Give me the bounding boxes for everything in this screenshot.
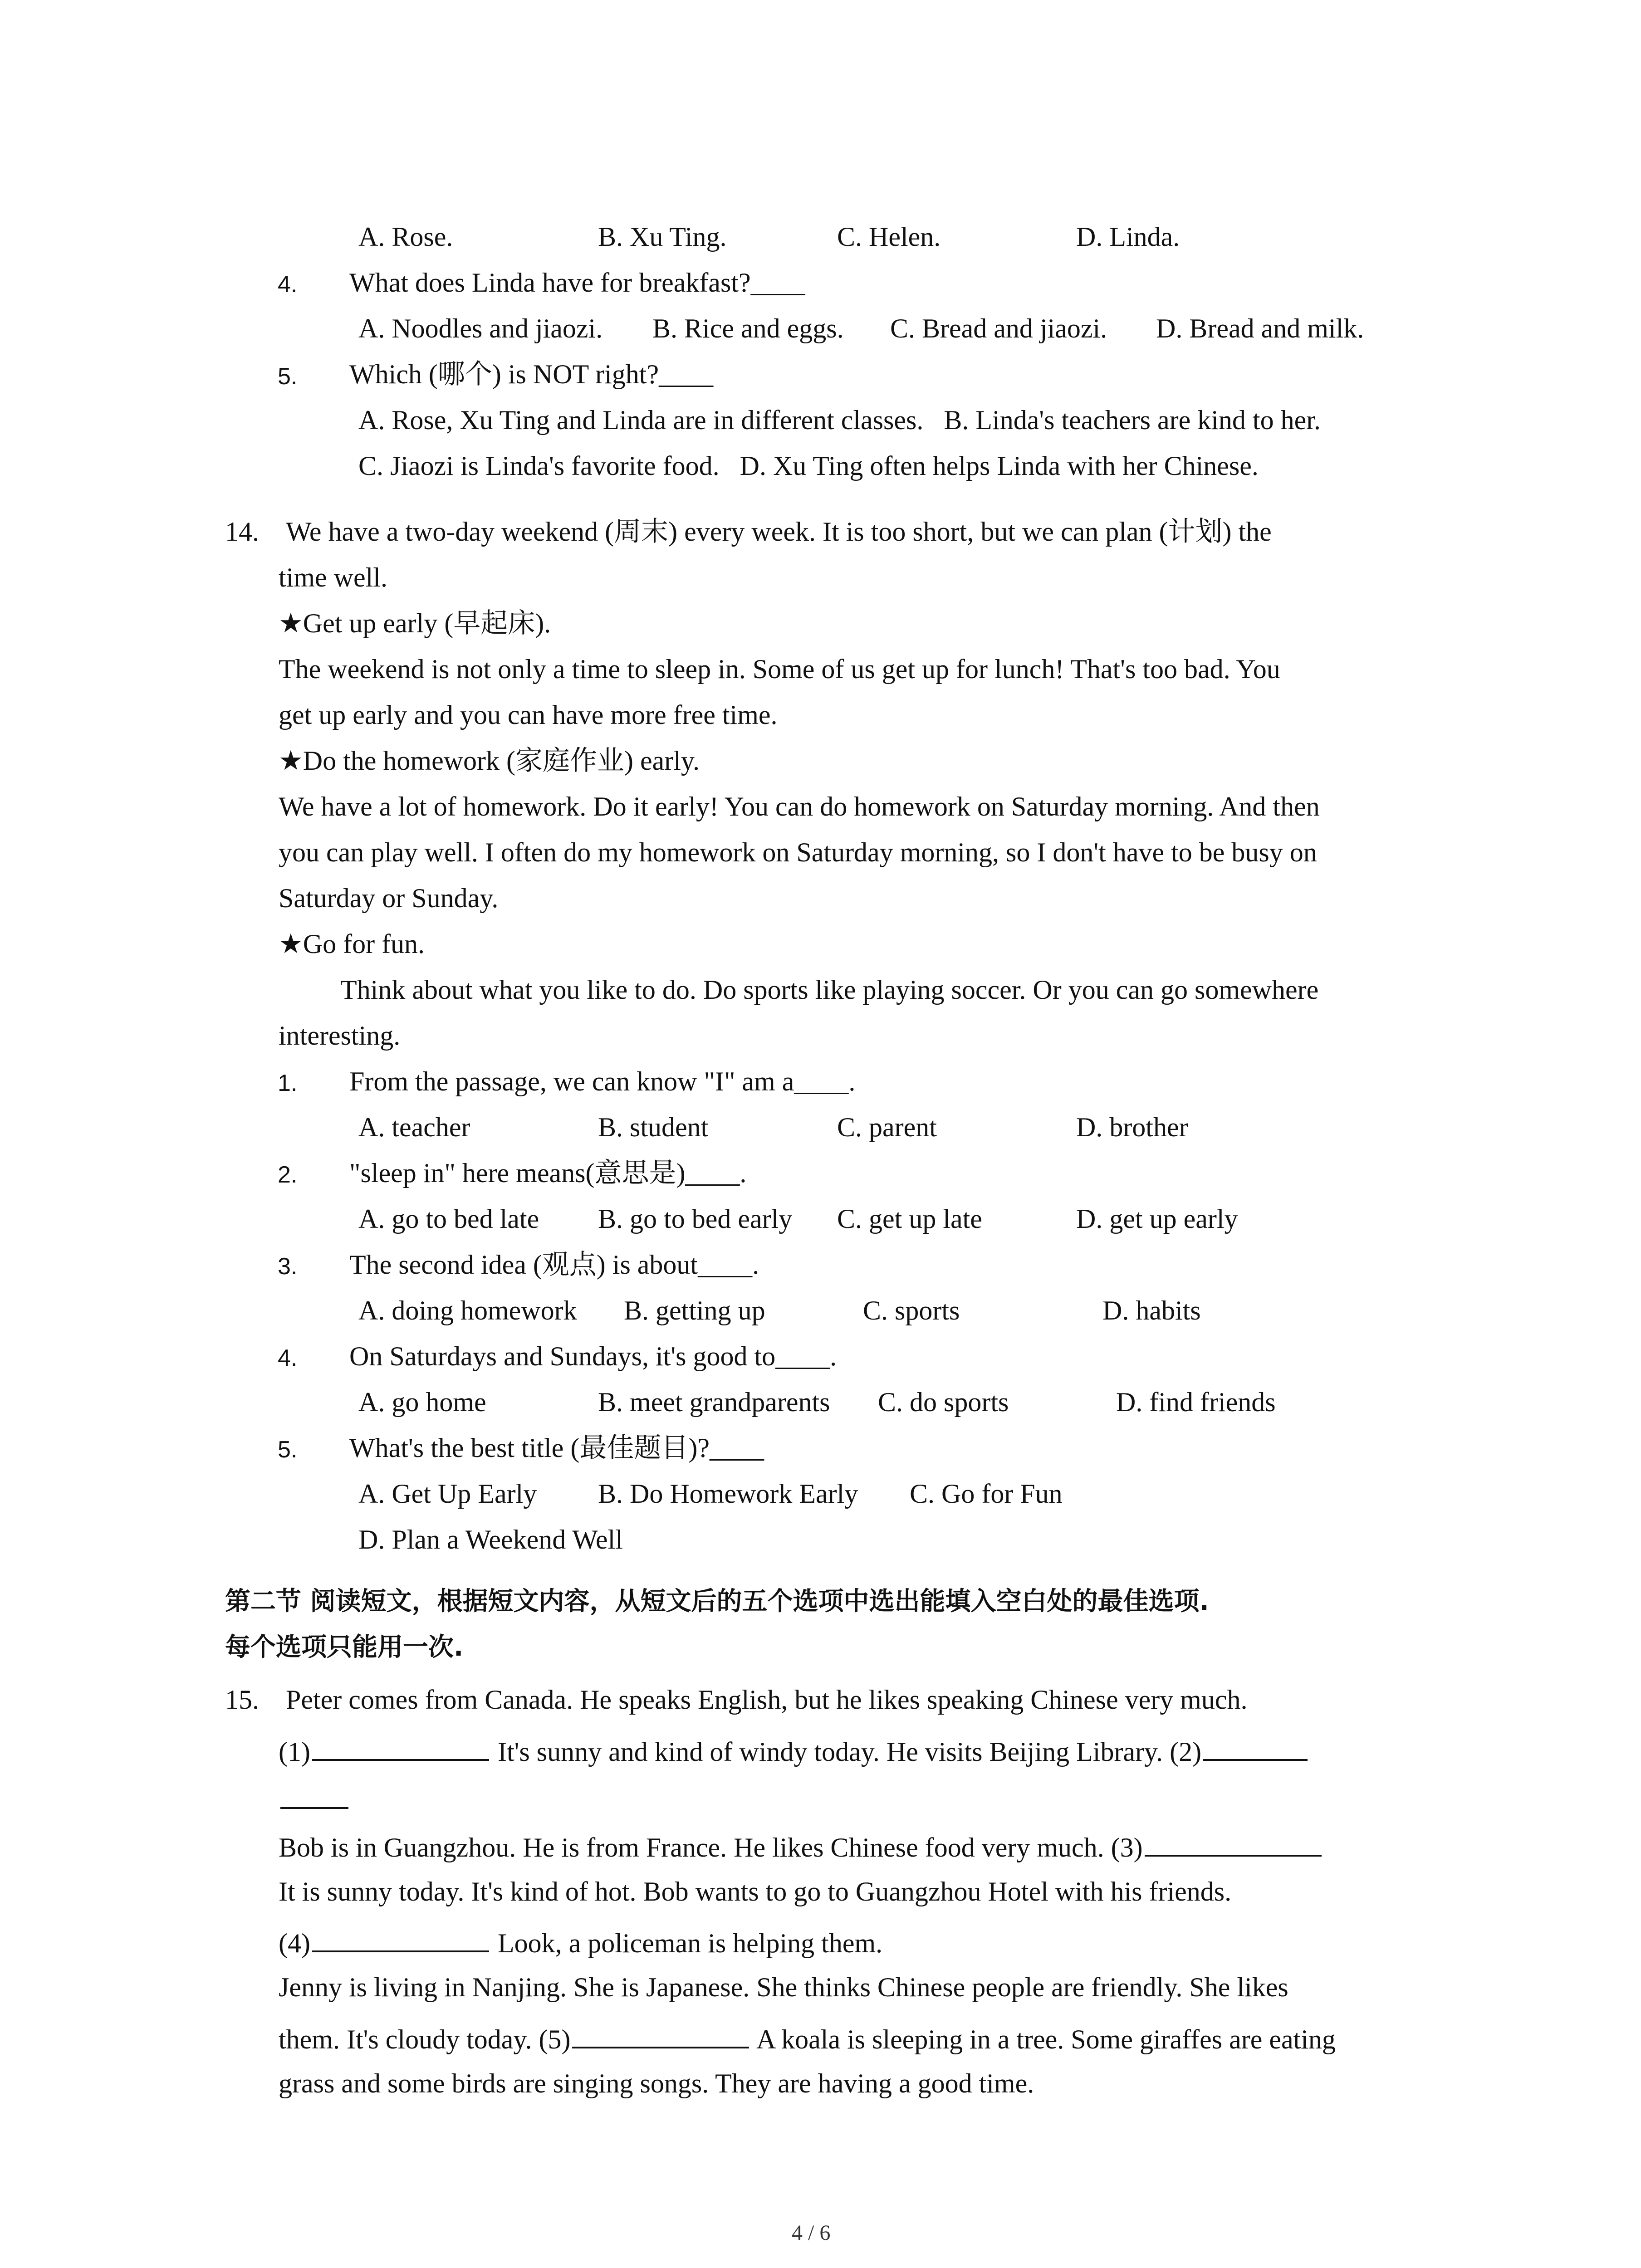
answer-blank-3[interactable] — [1145, 1828, 1322, 1857]
q13-3-option-d: D. Linda. — [1076, 222, 1180, 252]
q14-passage-line: you can play well. I often do my homework on Saturday morning, so I don't have to be busy on — [279, 837, 1317, 867]
q13-5-number: 5. — [278, 363, 298, 390]
q15-passage-line: Peter comes from Canada. He speaks English, but he likes speaking Chinese very much. — [286, 1685, 1248, 1715]
q14-5-text: What's the best title (最佳题目)?____ — [349, 1433, 764, 1463]
q14-passage-line: The weekend is not only a time to sleep in. Some of us get up for lunch! That's too bad. You — [279, 654, 1280, 684]
q15-passage-line: grass and some birds are singing songs. They are having a good time. — [279, 2068, 1034, 2098]
q14-passage-line: ★Get up early (早起床). — [279, 608, 551, 638]
q14-passage-line: We have a two-day weekend (周末) every week. It is too short, but we can plan (计划) the — [286, 517, 1272, 547]
q13-3-option-b: B. Xu Ting. — [598, 222, 727, 252]
q15-passage-line — [279, 1923, 882, 1961]
q13-5-text: Which (哪个) is NOT right?____ — [349, 359, 714, 389]
q14-5-option-a: A. Get Up Early — [358, 1479, 537, 1509]
q14-passage-line: ★Go for fun. — [279, 929, 425, 959]
passage-text: them. It's cloudy today. (5) — [279, 2024, 571, 2054]
q14-2-option-d: D. get up early — [1076, 1204, 1238, 1234]
section-heading: 第二节 阅读短文，根据短文内容，从短文后的五个选项中选出能填入空白处的最佳选项. — [225, 1587, 1209, 1616]
q14-4-option-b: B. meet grandparents — [598, 1387, 830, 1417]
q14-passage-line: get up early and you can have more free time. — [279, 700, 778, 730]
q14-passage-line: Saturday or Sunday. — [279, 883, 499, 913]
q14-4-number: 4. — [278, 1345, 298, 1371]
q15-passage-line — [279, 1780, 350, 1818]
q15-passage-line — [279, 1732, 1309, 1770]
q14-4-option-d: D. find friends — [1116, 1387, 1276, 1417]
q14-number: 14. — [225, 517, 259, 547]
q14-2-text: "sleep in" here means(意思是)____. — [349, 1158, 747, 1188]
q14-4-option-a: A. go home — [358, 1387, 486, 1417]
q14-passage-line: We have a lot of homework. Do it early! You can do homework on Saturday morning. And then — [279, 792, 1320, 821]
q14-3-option-a: A. doing homework — [358, 1295, 577, 1325]
q14-5-option-c: C. Go for Fun — [910, 1479, 1063, 1509]
q14-3-text: The second idea (观点) is about____. — [349, 1250, 759, 1280]
answer-blank-2-cont — [280, 1780, 348, 1809]
q14-2-option-c: C. get up late — [837, 1204, 982, 1234]
q15-passage-line: Jenny is living in Nanjing. She is Japanese. She thinks Chinese people are friendly. She likes — [279, 1972, 1288, 2002]
blank-label: (1) — [279, 1737, 310, 1767]
answer-blank-5[interactable] — [572, 2019, 749, 2048]
q14-passage-line: Think about what you like to do. Do sports like playing soccer. Or you can go somewhere — [340, 975, 1319, 1005]
q14-passage-line: interesting. — [279, 1021, 401, 1051]
passage-text: A koala is sleeping in a tree. Some giraffes are eating — [751, 2024, 1336, 2054]
q13-4-option-b: B. Rice and eggs. — [652, 313, 844, 343]
passage-text: Bob is in Guangzhou. He is from France. He likes Chinese food very much. (3) — [279, 1833, 1143, 1862]
q13-5-options-line2: C. Jiaozi is Linda's favorite food. D. Xu Ting often helps Linda with her Chinese. — [358, 451, 1259, 481]
q14-4-option-c: C. do sports — [878, 1387, 1009, 1417]
q15-passage-line — [279, 1828, 1323, 1866]
q14-1-option-a: A. teacher — [358, 1112, 470, 1142]
answer-blank-2[interactable] — [1203, 1732, 1308, 1761]
q14-5-number: 5. — [278, 1437, 298, 1463]
q13-3-option-a: A. Rose. — [358, 222, 453, 252]
answer-blank-1[interactable] — [312, 1732, 489, 1761]
q14-1-text: From the passage, we can know "I" am a____. — [349, 1066, 856, 1096]
q14-1-number: 1. — [278, 1070, 298, 1096]
q15-passage-line: It is sunny today. It's kind of hot. Bob wants to go to Guangzhou Hotel with his friends. — [279, 1877, 1232, 1906]
q14-3-number: 3. — [278, 1253, 298, 1280]
q13-4-option-c: C. Bread and jiaozi. — [890, 313, 1107, 343]
q14-3-option-c: C. sports — [863, 1295, 960, 1325]
q15-number: 15. — [225, 1685, 259, 1715]
page-number: 4 / 6 — [792, 2221, 831, 2245]
q15-passage-line — [279, 2019, 1336, 2058]
q13-4-number: 4. — [278, 271, 298, 298]
passage-text: It's sunny and kind of windy today. He visits Beijing Library. (2) — [490, 1737, 1202, 1767]
q13-5-options-line1: A. Rose, Xu Ting and Linda are in different classes. B. Linda's teachers are kind to her. — [358, 405, 1321, 435]
passage-text: Look, a policeman is helping them. — [490, 1928, 883, 1958]
q14-2-number: 2. — [278, 1162, 298, 1188]
q14-2-option-a: A. go to bed late — [358, 1204, 539, 1234]
q14-passage-line: ★Do the homework (家庭作业) early. — [279, 746, 700, 776]
section-heading-line2: 每个选项只能用一次. — [225, 1633, 464, 1662]
q13-3-option-c: C. Helen. — [837, 222, 941, 252]
q13-4-text: What does Linda have for breakfast?____ — [349, 268, 805, 298]
q14-3-option-b: B. getting up — [624, 1295, 765, 1325]
q14-1-option-d: D. brother — [1076, 1112, 1188, 1142]
q14-passage-line: time well. — [279, 562, 387, 592]
q13-4-option-a: A. Noodles and jiaozi. — [358, 313, 603, 343]
q14-1-option-c: C. parent — [837, 1112, 937, 1142]
q14-4-text: On Saturdays and Sundays, it's good to____. — [349, 1341, 837, 1371]
q14-1-option-b: B. student — [598, 1112, 709, 1142]
answer-blank-4[interactable] — [312, 1923, 489, 1952]
q14-5-option-d: D. Plan a Weekend Well — [358, 1525, 623, 1554]
q14-3-option-d: D. habits — [1102, 1295, 1201, 1325]
q14-5-option-b: B. Do Homework Early — [598, 1479, 858, 1509]
blank-label: (4) — [279, 1928, 310, 1958]
q13-4-option-d: D. Bread and milk. — [1156, 313, 1364, 343]
q14-2-option-b: B. go to bed early — [598, 1204, 793, 1234]
